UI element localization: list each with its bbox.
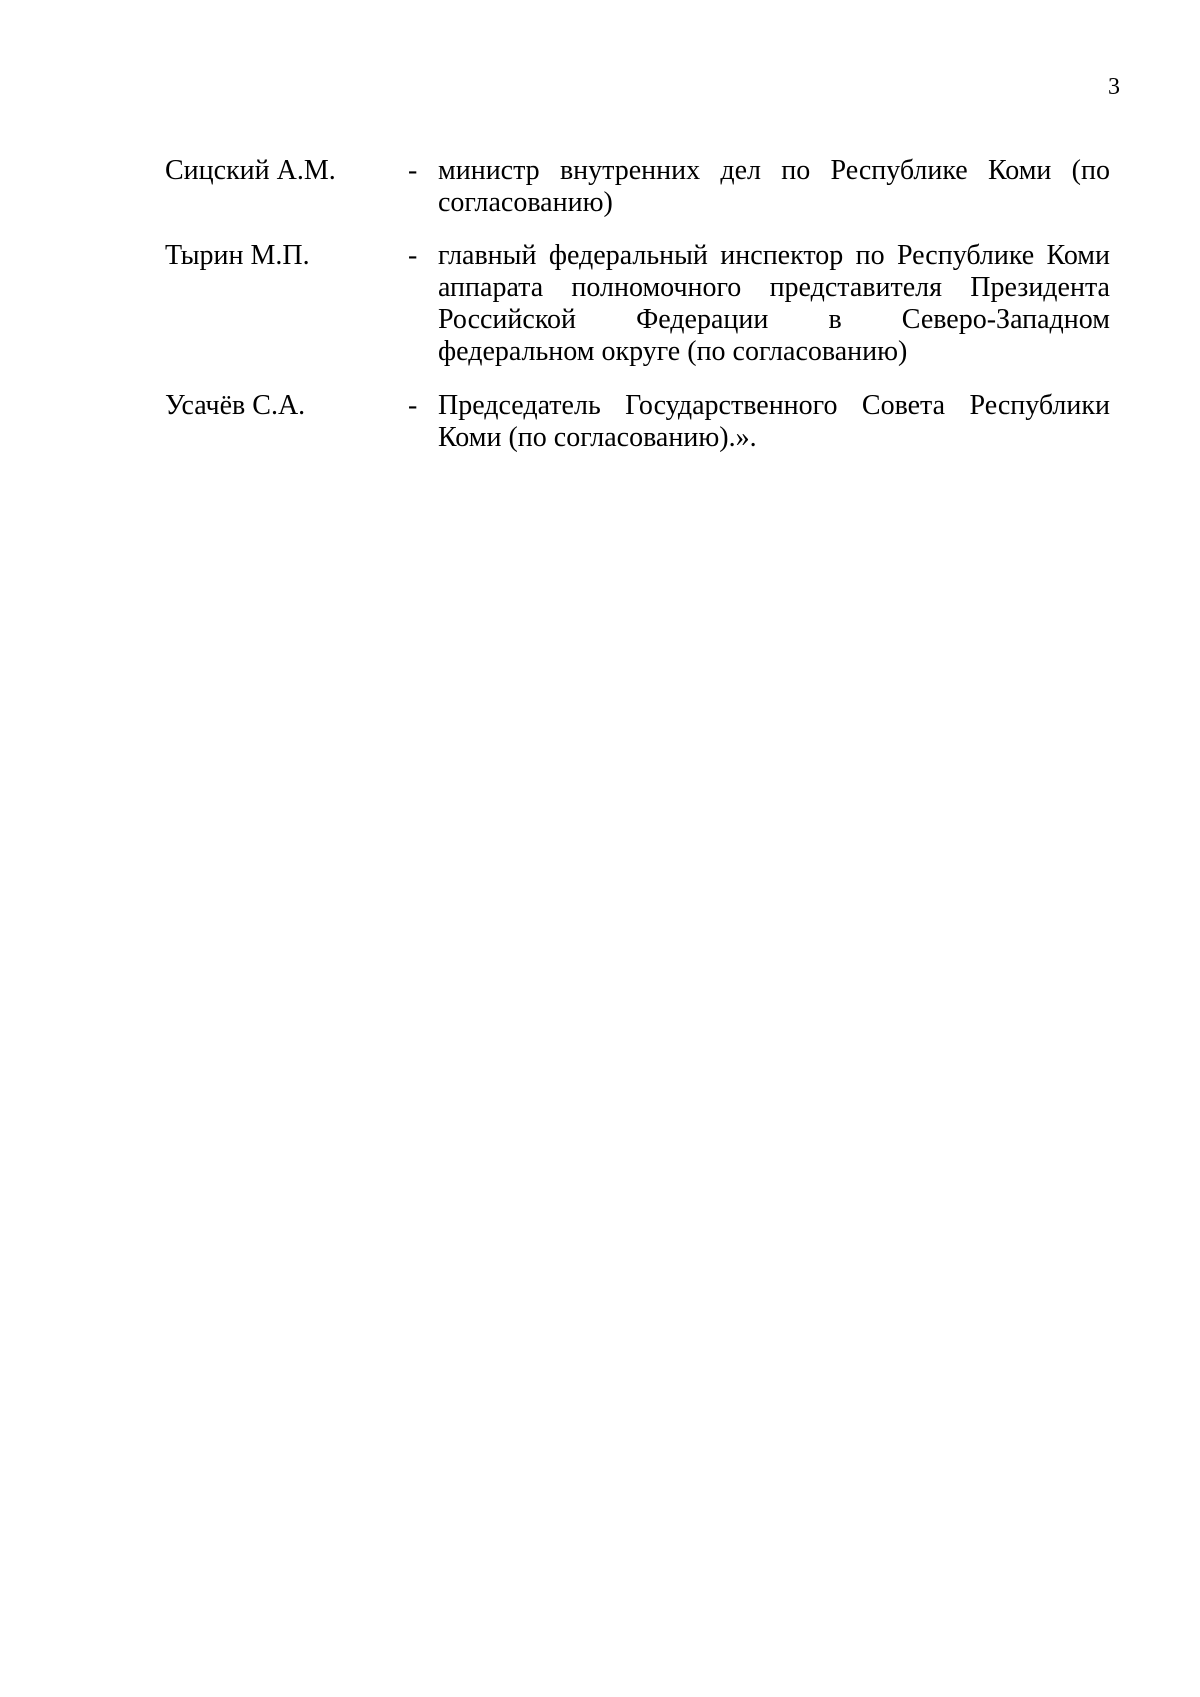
separator-dash: - [408, 240, 418, 271]
member-name: Сицский А.М. [165, 155, 336, 186]
position-line: аппарата полномочного представителя Президента [438, 272, 1110, 303]
member-name: Усачёв С.А. [165, 390, 306, 421]
position-line: федеральном округе (по согласованию) [438, 336, 908, 367]
member-position [438, 155, 1110, 219]
position-line: Российской Федерации в Северо-Западном [438, 304, 1110, 335]
member-position [438, 390, 1110, 454]
member-position [438, 240, 1110, 368]
member-name: Тырин М.П. [165, 240, 310, 271]
position-line: Коми (по согласованию).». [438, 422, 757, 453]
position-line: согласованию) [438, 187, 613, 218]
position-line: министр внутренних дел по Республике Коми (по [438, 155, 1110, 186]
separator-dash: - [408, 390, 418, 421]
position-line: главный федеральный инспектор по Республике Коми [438, 240, 1110, 271]
position-line: Председатель Государственного Совета Республики [438, 390, 1110, 421]
page-number: 3 [1108, 74, 1120, 100]
separator-dash: - [408, 155, 418, 186]
